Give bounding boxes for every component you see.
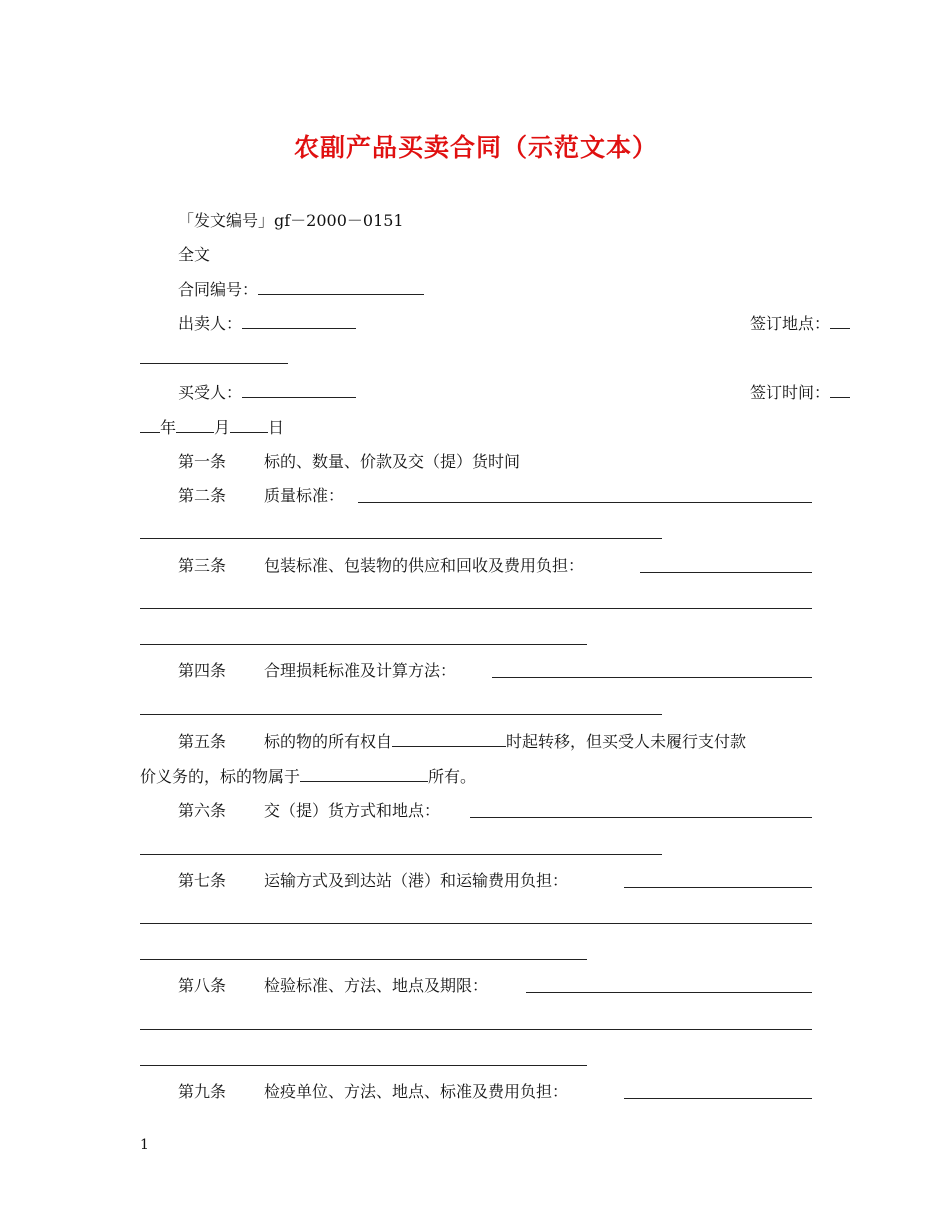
contract-no-row xyxy=(140,279,850,300)
article-3 xyxy=(140,556,850,576)
article-7 xyxy=(140,871,850,891)
article-8-text: 检验标准、方法、地点及期限： xyxy=(264,976,489,995)
article-7-text: 运输方式及到达站（港）和运输费用负担： xyxy=(264,871,569,890)
article-9 xyxy=(140,1082,850,1102)
contract-no-label: 合同编号： xyxy=(178,280,259,299)
day-blank xyxy=(230,417,268,433)
full-text-label: 全文 xyxy=(178,245,211,264)
article-3-blank xyxy=(640,572,812,573)
article-6-number: 第六条 xyxy=(178,801,227,820)
sign-time xyxy=(750,382,850,403)
article-4-number: 第四条 xyxy=(178,661,227,680)
article-6 xyxy=(140,801,850,821)
year-label: 年 xyxy=(160,418,177,437)
sign-date-row xyxy=(140,417,812,438)
article-4-blank-2 xyxy=(140,714,662,715)
article-3-number: 第三条 xyxy=(178,556,227,575)
article-6-blank-2 xyxy=(140,854,662,855)
buyer-blank xyxy=(242,382,356,398)
article-6-text: 交（提）货方式和地点： xyxy=(264,801,441,820)
month-blank xyxy=(176,417,214,433)
buyer-row xyxy=(140,382,850,403)
document-page xyxy=(140,0,830,1230)
article-9-blank xyxy=(624,1098,812,1099)
article-4-text: 合理损耗标准及计算方法： xyxy=(264,661,457,680)
article-3-text: 包装标准、包装物的供应和回收及费用负担： xyxy=(264,556,585,575)
article-7-blank xyxy=(624,887,812,888)
article-7-number: 第七条 xyxy=(178,871,227,890)
buyer-label: 买受人： xyxy=(178,383,243,402)
sign-place xyxy=(750,313,850,334)
seller-label: 出卖人： xyxy=(178,314,243,333)
article-5-blank-1 xyxy=(392,731,506,747)
sign-place-blank xyxy=(830,313,850,329)
article-3-blank-3 xyxy=(140,644,587,645)
month-label: 月 xyxy=(214,418,231,437)
article-9-text: 检疫单位、方法、地点、标准及费用负担： xyxy=(264,1082,569,1101)
article-1-number: 第一条 xyxy=(178,452,227,471)
article-8-blank-2 xyxy=(140,1029,812,1030)
article-3-blank-2 xyxy=(140,608,812,609)
article-5-text-4: 所有。 xyxy=(428,767,477,786)
article-5-text-1: 标的物的所有权自 xyxy=(264,732,393,751)
article-2-blank xyxy=(358,502,812,503)
article-2-blank-2 xyxy=(140,538,662,539)
article-6-blank xyxy=(470,817,812,818)
article-9-number: 第九条 xyxy=(178,1082,227,1101)
day-label: 日 xyxy=(268,418,285,437)
article-4 xyxy=(140,661,850,681)
sign-place-label: 签订地点： xyxy=(749,314,830,333)
year-blank xyxy=(140,417,160,433)
article-5-cont xyxy=(140,766,812,787)
article-7-blank-3 xyxy=(140,959,587,960)
sign-time-blank xyxy=(830,382,850,398)
sign-place-blank-cont xyxy=(140,363,288,364)
article-2-text: 质量标准： xyxy=(264,486,345,505)
article-2-number: 第二条 xyxy=(178,486,227,505)
article-8 xyxy=(140,976,850,996)
article-5-text-2: 时起转移，但买受人未履行支付款 xyxy=(506,732,747,751)
article-5 xyxy=(140,731,850,752)
article-5-blank-2 xyxy=(300,766,428,782)
article-1 xyxy=(140,452,850,472)
doc-number: 「发文编号」gf－2000－0151 xyxy=(178,211,404,230)
article-2 xyxy=(140,486,850,506)
article-5-text-3: 价义务的，标的物属于 xyxy=(140,767,301,786)
seller-row xyxy=(140,313,850,334)
document-title: 农副产品买卖合同（示范文本） xyxy=(293,133,658,162)
article-7-blank-2 xyxy=(140,923,812,924)
article-5-number: 第五条 xyxy=(178,732,227,751)
article-8-number: 第八条 xyxy=(178,976,227,995)
sign-time-label: 签订时间： xyxy=(749,383,830,402)
page-number: 1 xyxy=(140,1137,149,1153)
contract-no-blank xyxy=(258,279,424,295)
article-1-text: 标的、数量、价款及交（提）货时间 xyxy=(264,452,521,471)
article-8-blank-3 xyxy=(140,1065,587,1066)
article-8-blank xyxy=(526,992,812,993)
seller-blank xyxy=(242,313,356,329)
article-4-blank xyxy=(492,677,812,678)
